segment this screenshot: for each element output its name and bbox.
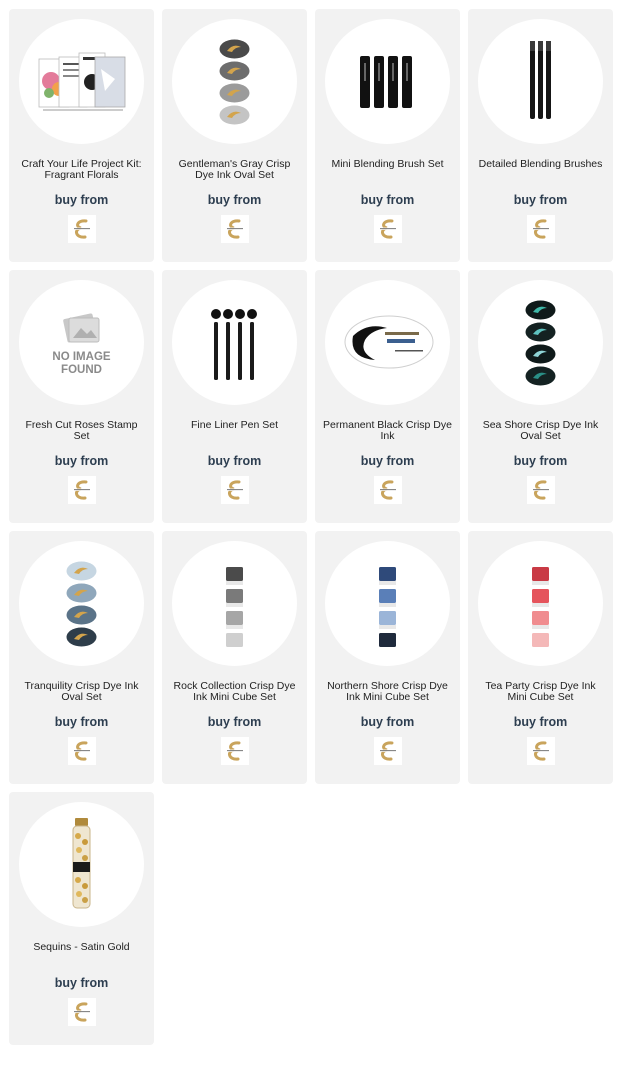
altenew-logo-icon	[528, 477, 554, 503]
product-image[interactable]	[325, 19, 450, 144]
retailer-logo-link[interactable]	[68, 737, 96, 765]
product-image[interactable]	[325, 280, 450, 405]
product-card	[162, 270, 307, 523]
product-card	[9, 270, 154, 523]
kit-preview-icon	[19, 19, 144, 144]
product-title[interactable]: Craft Your Life Project Kit: Fragrant Florals	[21, 158, 142, 181]
altenew-logo-icon	[69, 216, 95, 242]
retailer-logo-link[interactable]	[68, 998, 96, 1026]
retailer-logo-link[interactable]	[527, 476, 555, 504]
product-image[interactable]	[478, 541, 603, 666]
seashore-oval-ink-set-icon	[478, 280, 603, 405]
product-title[interactable]: Rock Collection Crisp Dye Ink Mini Cube Set	[173, 680, 296, 703]
altenew-logo-icon	[528, 216, 554, 242]
product-card	[315, 531, 460, 784]
buy-from-link[interactable]: buy from	[54, 454, 109, 468]
retailer-logo-link[interactable]	[527, 215, 555, 243]
product-image[interactable]	[172, 280, 297, 405]
retailer-logo-link[interactable]	[68, 215, 96, 243]
product-image[interactable]	[19, 19, 144, 144]
buy-from-link[interactable]: buy from	[207, 715, 262, 729]
product-image[interactable]	[478, 280, 603, 405]
product-title[interactable]: Mini Blending Brush Set	[331, 158, 444, 170]
buy-from-link[interactable]: buy from	[207, 454, 262, 468]
buy-from-link[interactable]: buy from	[360, 193, 415, 207]
no-image-line-2: FOUND	[61, 364, 102, 376]
product-title[interactable]: Permanent Black Crisp Dye Ink	[323, 419, 452, 442]
tranquility-oval-ink-set-icon	[19, 541, 144, 666]
buy-from-link[interactable]: buy from	[54, 193, 109, 207]
buy-from-link[interactable]: buy from	[360, 454, 415, 468]
buy-from-link[interactable]: buy from	[513, 715, 568, 729]
black-ink-pad-icon	[325, 280, 450, 405]
altenew-logo-icon	[375, 216, 401, 242]
product-title[interactable]: Detailed Blending Brushes	[478, 158, 603, 170]
retailer-logo-link[interactable]	[527, 737, 555, 765]
product-image[interactable]	[172, 19, 297, 144]
buy-from-link[interactable]: buy from	[360, 715, 415, 729]
gold-sequins-bottle-icon	[19, 802, 144, 927]
altenew-logo-icon	[69, 999, 95, 1025]
buy-from-link[interactable]: buy from	[513, 193, 568, 207]
altenew-logo-icon	[222, 738, 248, 764]
product-grid	[9, 9, 613, 1045]
no-image-line-1: NO IMAGE	[52, 351, 111, 363]
retailer-logo-link[interactable]	[221, 215, 249, 243]
retailer-logo-link[interactable]	[374, 737, 402, 765]
product-image[interactable]	[172, 541, 297, 666]
product-title[interactable]: Northern Shore Crisp Dye Ink Mini Cube Set	[327, 680, 448, 703]
product-card	[9, 531, 154, 784]
product-card	[315, 9, 460, 262]
buy-from-link[interactable]: buy from	[513, 454, 568, 468]
altenew-logo-icon	[222, 216, 248, 242]
mini-blending-brushes-icon	[325, 19, 450, 144]
retailer-logo-link[interactable]	[221, 737, 249, 765]
product-title[interactable]: Sequins - Satin Gold	[33, 941, 130, 953]
product-image[interactable]	[19, 541, 144, 666]
altenew-logo-icon	[375, 738, 401, 764]
buy-from-link[interactable]: buy from	[207, 193, 262, 207]
altenew-logo-icon	[69, 477, 95, 503]
product-title[interactable]: Sea Shore Crisp Dye Ink Oval Set	[482, 419, 599, 442]
no-image-found-icon	[19, 280, 144, 405]
retailer-logo-link[interactable]	[221, 476, 249, 504]
detailed-blending-brushes-icon	[478, 19, 603, 144]
product-card	[9, 9, 154, 262]
fine-liner-pens-icon	[172, 280, 297, 405]
product-image[interactable]	[325, 541, 450, 666]
product-card	[468, 9, 613, 262]
buy-from-link[interactable]: buy from	[54, 715, 109, 729]
retailer-logo-link[interactable]	[374, 476, 402, 504]
altenew-logo-icon	[375, 477, 401, 503]
gray-mini-cubes-icon	[172, 541, 297, 666]
product-card	[9, 792, 154, 1045]
altenew-logo-icon	[69, 738, 95, 764]
product-image[interactable]	[19, 280, 144, 405]
buy-from-link[interactable]: buy from	[54, 976, 109, 990]
gray-oval-ink-set-icon	[172, 19, 297, 144]
product-title[interactable]: Fresh Cut Roses Stamp Set	[25, 419, 138, 442]
product-card	[162, 9, 307, 262]
retailer-logo-link[interactable]	[68, 476, 96, 504]
product-card	[468, 270, 613, 523]
red-mini-cubes-icon	[478, 541, 603, 666]
product-card	[315, 270, 460, 523]
product-title[interactable]: Tea Party Crisp Dye Ink Mini Cube Set	[485, 680, 596, 703]
product-title[interactable]: Gentleman's Gray Crisp Dye Ink Oval Set	[178, 158, 291, 181]
product-title[interactable]: Fine Liner Pen Set	[191, 419, 278, 431]
product-title[interactable]: Tranquility Crisp Dye Ink Oval Set	[24, 680, 139, 703]
retailer-logo-link[interactable]	[374, 215, 402, 243]
blue-mini-cubes-icon	[325, 541, 450, 666]
altenew-logo-icon	[222, 477, 248, 503]
product-card	[162, 531, 307, 784]
product-card	[468, 531, 613, 784]
product-image[interactable]	[478, 19, 603, 144]
product-image[interactable]	[19, 802, 144, 927]
altenew-logo-icon	[528, 738, 554, 764]
